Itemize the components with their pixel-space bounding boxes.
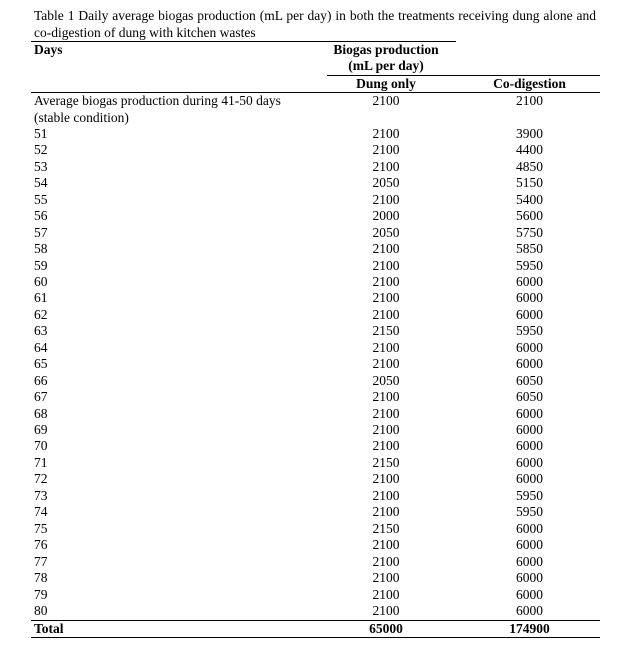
header-days: Days	[34, 42, 63, 57]
row-dung-only: 2100	[372, 586, 400, 602]
total-label: Total	[34, 621, 64, 636]
header-co-digestion: Co-digestion	[493, 76, 566, 91]
total-dung-only: 65000	[369, 621, 403, 636]
row-co-digestion: 6000	[516, 273, 543, 289]
row-dung-only: 2100	[372, 422, 400, 437]
row-co-digestion: 5150	[516, 175, 543, 191]
row-day: 76	[34, 537, 48, 553]
table-bottom-rule	[31, 637, 600, 638]
row-co-digestion: 5850	[516, 241, 543, 257]
row-dung-only: 2100	[372, 257, 400, 273]
row-dung-only: 2100	[372, 125, 400, 141]
row-day: 77	[34, 553, 48, 569]
row-day: 62	[34, 306, 48, 322]
row-co-digestion: 6000	[516, 290, 543, 306]
row-co-digestion: 6000	[516, 438, 543, 454]
row-dung-only: 2100	[372, 339, 400, 355]
row-co-digestion: 5750	[516, 224, 543, 240]
row-co-digestion: 6000	[516, 422, 543, 437]
row-dung-only: 2100	[372, 438, 400, 454]
row-dung-only: 2100	[372, 553, 400, 569]
row-day: 63	[34, 323, 48, 339]
row-day: 69	[34, 422, 48, 437]
row-day: 79	[34, 586, 48, 602]
row-day: 56	[34, 208, 48, 224]
row-co-digestion: 6000	[516, 520, 543, 536]
row-day: 74	[34, 504, 48, 520]
row-co-digestion: 4850	[516, 158, 543, 174]
row-dung-only: 2100	[372, 471, 400, 487]
row-dung-only: 2050	[372, 224, 400, 240]
row-co-digestion: 5950	[516, 504, 543, 520]
row-day: 52	[34, 142, 48, 158]
row-day: 68	[34, 405, 48, 421]
row-co-digestion: 5400	[516, 191, 543, 207]
row-day: 60	[34, 273, 48, 289]
row-day: 51	[34, 125, 48, 141]
row-co-digestion: 6000	[516, 570, 543, 586]
row-dung-only: 2100	[372, 158, 400, 174]
row-co-digestion: 6000	[516, 339, 543, 355]
row-co-digestion: 5950	[516, 323, 543, 339]
row-dung-only: 2100	[372, 191, 400, 207]
row-day: 73	[34, 487, 48, 503]
row-day: 64	[34, 339, 48, 355]
row-co-digestion: 6000	[516, 471, 543, 487]
row-day: 57	[34, 224, 48, 240]
row-day: 55	[34, 191, 48, 207]
row-day: 61	[34, 290, 48, 306]
header-group-line1: Biogas production	[333, 42, 439, 57]
row-dung-only: 2100	[372, 537, 400, 553]
row-dung-only: 2100	[372, 93, 400, 108]
row-dung-only: 2050	[372, 372, 400, 388]
row-day: 78	[34, 570, 48, 586]
row-dung-only: 2100	[372, 389, 400, 405]
row-dung-only: 2050	[372, 175, 400, 191]
row-day: Average biogas production during 41-50 days (stable condition)	[34, 93, 281, 125]
header-dung-only: Dung only	[356, 76, 416, 91]
row-day: 70	[34, 438, 48, 454]
row-day: 75	[34, 520, 48, 536]
row-co-digestion: 5950	[516, 257, 543, 273]
row-day: 65	[34, 356, 48, 372]
row-day: 71	[34, 454, 48, 470]
row-dung-only: 2000	[372, 208, 400, 224]
row-dung-only: 2100	[372, 405, 400, 421]
row-co-digestion: 3900	[516, 125, 543, 141]
row-day: 53	[34, 158, 48, 174]
row-dung-only: 2100	[372, 306, 400, 322]
row-co-digestion: 6000	[516, 356, 543, 372]
total-co-digestion: 174900	[509, 621, 550, 636]
row-dung-only: 2100	[372, 290, 400, 306]
row-day: 67	[34, 389, 48, 405]
row-day: 80	[34, 602, 48, 618]
row-dung-only: 2100	[372, 487, 400, 503]
row-co-digestion: 6000	[516, 586, 543, 602]
row-co-digestion: 6000	[516, 537, 543, 553]
row-dung-only: 2100	[372, 356, 400, 372]
row-co-digestion: 6000	[516, 602, 543, 618]
header-group-line2: (mL per day)	[348, 58, 424, 73]
table-caption: Table 1 Daily average biogas production (mL per day) in both the treatments receiving dung alone and co-digestion of dung with kitchen wastes	[34, 8, 596, 40]
row-dung-only: 2100	[372, 142, 400, 158]
row-dung-only: 2100	[372, 602, 400, 618]
row-dung-only: 2100	[372, 273, 400, 289]
row-co-digestion: 6000	[516, 306, 543, 322]
row-dung-only: 2100	[372, 570, 400, 586]
row-co-digestion: 6000	[516, 454, 543, 470]
row-dung-only: 2150	[372, 454, 400, 470]
row-co-digestion: 4400	[516, 142, 543, 158]
row-co-digestion: 5950	[516, 487, 543, 503]
row-day: 66	[34, 372, 48, 388]
row-day: 59	[34, 257, 48, 273]
row-co-digestion: 6000	[516, 553, 543, 569]
row-day: 72	[34, 471, 48, 487]
row-day: 54	[34, 175, 48, 191]
row-co-digestion: 6050	[516, 372, 543, 388]
row-dung-only: 2100	[372, 504, 400, 520]
row-co-digestion: 6000	[516, 405, 543, 421]
row-day: 58	[34, 241, 48, 257]
row-co-digestion: 5600	[516, 208, 543, 224]
row-dung-only: 2150	[372, 520, 400, 536]
row-dung-only: 2150	[372, 323, 400, 339]
row-co-digestion: 2100	[516, 93, 543, 108]
row-co-digestion: 6050	[516, 389, 543, 405]
row-dung-only: 2100	[372, 241, 400, 257]
